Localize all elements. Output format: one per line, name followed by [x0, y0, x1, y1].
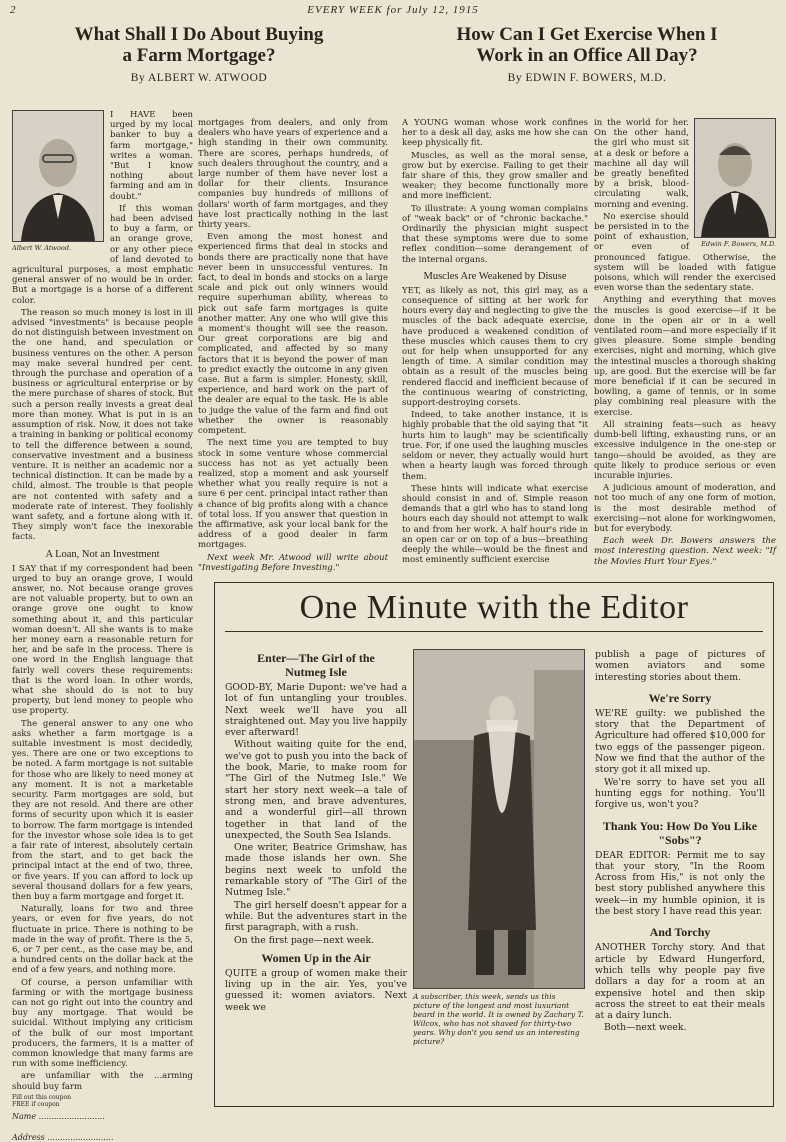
- left-col-2: [198, 118, 388, 575]
- editor-col3-head2: Thank You: How Do You Like "Sobs"?: [602, 818, 758, 847]
- left-col2-next-week: Next week Mr. Atwood will write about "Investigating Before Investing.": [198, 552, 388, 573]
- right-col2-p2: No exercise should be persisted in to the point of exhaustion, or even of pronounced fatigue. Otherwise, the system will be loaded with fatigue poisons, which will render the exercised even worse than the sedentary state.: [594, 211, 776, 294]
- left-col1-p8: are unfamiliar with the ...arming should buy farm: [12, 1071, 193, 1092]
- portrait-icon: [695, 119, 775, 237]
- bowers-photo: [694, 118, 776, 238]
- right-title-line1: How Can I Get Exercise When I: [456, 24, 718, 45]
- editor-col3-p5: ANOTHER Torchy story. And that article by Edward Hungerford, which tells why people pay five dollars a day for a room at an expensive hotel and then skip across the street to eat their meals at a dairy lunch.: [595, 942, 765, 1022]
- left-title-line2: a Farm Mortgage?: [122, 45, 276, 66]
- left-col2-p1: mortgages from dealers, and only from dealers who have years of experience and a high standing in their own community. There are scores, perhaps hundreds, of such dealers throughout the country, and a large number of them have never lost a dollar for their clients. Insurance companies buy hundreds of millions of dollars' worth of farm mortgages, and they have lost practically nothing in the last thirty years.: [198, 118, 388, 231]
- right-col1-p3: To illustrate: A young woman complains of "weak back" or of "chronic backache." Ordinarily the physician might suspect that these symptoms were due to some reflex condition—some derangement of the internal organs.: [402, 203, 588, 265]
- editor-photo-wrap: [413, 649, 585, 1046]
- bowers-photo-wrap: [694, 118, 776, 248]
- editor-col1-head3: Women Up in the Air: [261, 950, 371, 965]
- left-col1-p1: I HAVE been urged by my local banker to buy a farm mortgage," writes a woman. "But I know nothing about farming and am in doubt.": [110, 110, 193, 202]
- atwood-photo-caption: Albert W. Atwood.: [12, 244, 72, 252]
- editor-col1-p3: One writer, Beatrice Grimshaw, has made those islands her own. She begins next week to unfold the remarkable story of "The Girl of the Nutmeg Isle.": [225, 842, 407, 899]
- coupon-address-label: Address: [12, 1132, 45, 1142]
- atwood-photo: [12, 110, 104, 242]
- coupon-overlay-2: FREE if coupon: [12, 1100, 60, 1108]
- right-col1-p2: Muscles, as well as the moral sense, grow but by exercise. Failing to get their fair share of this, they grow smaller and weaker; they become functionally more and more inefficient.: [402, 150, 588, 202]
- editor-col1-p5: On the first page—next week.: [234, 934, 375, 946]
- editor-col1-p6: QUITE a group of women make their living up in the air. Yes, you've guessed it: women aviators. Next week we: [225, 967, 407, 1013]
- left-article-title: [10, 24, 388, 66]
- left-col1-p7: Of course, a person unfamiliar with farming or with the mortgage business can not go right out into the country and buy any mortgage. That would be suicidal. Without implying any criticism of the bulk of our most important producers, the farmers, it is a matter of common knowledge that many farms are run with some inefficiency.: [12, 977, 193, 1070]
- left-col1-subhead: A Loan, Not an Investment: [45, 548, 160, 560]
- right-title-line2: Work in an Office All Day?: [476, 45, 698, 66]
- editor-col3-p2: WE'RE guilty: we published the story that the Department of Agriculture had offered $10,000 for two eggs of the passenger pigeon. Now we find that the author of the story got it all mixed up.: [595, 707, 765, 776]
- coupon: [12, 1094, 193, 1142]
- left-col2-p3: The next time you are tempted to buy stock in some venture whose commercial success has not as yet actually been realized, stop a moment and ask yourself whether what you really require is not a sure 6 per cent. principal intact rather than a chance of big profits along with a chance of total loss. If you answer that question in the affirmative, ask your local bank for the address of a good dealer in farm mortgages.: [198, 438, 388, 551]
- right-col1-p6: These hints will indicate what exercise should consist in and of. Simple reason demands that a girl who has to stand long hours each day should not attempt to walk to and from her work. A half hour's ride in an open car or on top of a bus—breathing deeply the while—would be the finest and most eminently sufficient exercise: [402, 483, 588, 566]
- right-article-byline: By EDWIN F. BOWERS, M.D.: [507, 72, 667, 84]
- bearded-man-photo: [413, 649, 585, 989]
- editor-title: One Minute with the Editor: [299, 589, 689, 626]
- left-col1-p6: Naturally, loans for two and three years, or even for five years, do not fluctuate in price. There is nothing to be made in the way of profit. There is the 5, 6, or 7 per cent., as the case may be, and a hundred cents on the dollar back at the end of a few years, and nothing more.: [12, 904, 193, 976]
- left-col1-p2: If this woman had been advised to buy a farm, or an orange grove, or any other piece of land devoted to agricultural purposes, a most emphatic general answer of no would be in order. But a mortgage is a horse of a different color.: [12, 203, 193, 306]
- right-col2-p1: in the world for her. On the other hand, the girl who must sit at a desk or before a machine all day will be greatly benefited by a brisk, blood-circulating walk, morning and evening.: [594, 118, 689, 210]
- left-title-line1: What Shall I Do About Buying: [74, 24, 324, 45]
- right-col-2: [594, 118, 776, 569]
- editor-photo-caption: A subscriber, this week, sends us this picture of the longest and most luxuriant beard in the world. It is owned by Zachary T. Wilcox, who has not shaved for thirty-two years. Why don't you send us an interesting picture?: [413, 992, 584, 1046]
- editor-col3-head3: And Torchy: [649, 925, 711, 940]
- coupon-name-label: Name: [12, 1111, 37, 1121]
- right-col1-p5: Indeed, to take another instance, it is highly probable that the old saying that "it hurts him to laugh" may be scientifically true. For, if one used the laughing muscles seldom or never, they actually would hurt when a hearty laugh was forced through them.: [402, 410, 588, 482]
- right-col2-p5: A judicious amount of moderation, and not too much of any one form of motion, is the most desirable method of exercising—not alone for workingwomen, but for everybody.: [594, 483, 776, 534]
- editor-col-3: [595, 649, 765, 1035]
- editor-col1-head-line2: Nutmeg Isle: [285, 665, 347, 679]
- right-col1-p1: A YOUNG woman whose work confines her to a desk all day, asks me how she can keep physically fit.: [402, 118, 588, 149]
- left-article: [10, 24, 388, 88]
- left-col2-p2: Even among the most honest and experienced firms that deal in stocks and bonds there are practically none that have never been in unsuccessful ventures. In fact, to deal in bonds and stocks on a large scale and pick out only winners would require superhuman ability, whereas to pick out safe farm mortgages is quite another matter. Any one who will give this a moment's thought will see the reason. Our great corporations are big and complicated, and affected by so many factors that it is beyond the power of man to predict exactly the outcome in any given case. But a farm is simpler. Honesty, skill, experience, and hard work on the part of the dealer are equal to the task. He is able to judge the value of the farm and find out whether the owner is reasonably competent.: [198, 232, 388, 437]
- editor-col-1: [225, 649, 407, 1014]
- right-col1-p4: YET, as likely as not, this girl may, as a consequence of sitting at her work for hours every day and neglecting to give the muscles of the back adequate exercise, have produced a weakened condition of these muscles which causes them to cry out for help when unsupported for any length of time. A similar condition may obtain as a result of the muscles being rendered flaccid and inefficient because of the continuous wearing of constricting, support-destroying corsets.: [402, 285, 588, 409]
- bowers-photo-caption: Edwin F. Bowers, M.D.: [701, 240, 776, 248]
- editor-col3-head1: We're Sorry: [648, 690, 712, 705]
- atwood-photo-wrap: [12, 110, 104, 252]
- right-col2-p4: All straining feats—such as heavy dumb-bell lifting, exhausting runs, or an excessive indulgence in the one-step or tango—should be avoided, as they are quite likely to produce serious or even incurable injuries.: [594, 419, 776, 481]
- editor-col1-p4: The girl herself doesn't appear for a while. But the adventures start in the first paragraph, with a rush.: [225, 899, 407, 934]
- editor-col3-p1: publish a page of pictures of women aviators and some interesting stories about them.: [595, 649, 765, 683]
- right-article-title: [398, 24, 776, 66]
- left-col-1: [12, 110, 193, 1142]
- editor-col1-p2: Without waiting quite for the end, we've got to push you into the back of the book, Marie, to make room for "The Girl of the Nutmeg Isle." We start her story next week—a tale of strong men, and brave adventures, and a wonderful girl—all thrown together in that land of the unexpected, the South Sea Islands.: [225, 739, 407, 841]
- running-title: EVERY WEEK for July 12, 1915: [307, 4, 479, 16]
- coupon-name-row: Name ..........................: [12, 1111, 105, 1121]
- left-article-byline: By ALBERT W. ATWOOD: [130, 72, 268, 84]
- bearded-man-icon: [414, 650, 584, 988]
- coupon-overlay-1: Fill out this coupon: [12, 1093, 71, 1101]
- editor-box: [214, 582, 774, 1107]
- right-article: [398, 24, 776, 88]
- right-col2-p3: Anything and everything that moves the muscles is good exercise—if it be done in the open air or in a well ventilated room—and more especially if it gives pleasure. Some simple bending exercises, night and morning, which give the intestinal muscles a thorough shaking up, are good. But the exercise will be far more beneficial if it can be secured in bowling, a game of tennis, or in some play combining real pleasure with the exercise.: [594, 295, 776, 418]
- coupon-address-row: Address ..........................: [12, 1132, 114, 1142]
- editor-col1-p1: GOOD-BY, Marie Dupont: we've had a lot of fun untangling your troubles. Next week we'll have you all straightened out. May you live happily ever afterward!: [225, 682, 407, 739]
- left-col1-p5: The general answer to any one who asks whether a farm mortgage is a suitable investment is most decidedly, yes. There are one or two exceptions to be noted. A farm mortgage is not suitable for those who are likely to need money at any moment. It is not a marketable security. Farm mortgages are sold, but they are not resold. And there are other forms of security upon which it is easier to borrow. The farm mortgage is intended for the investor whose sole idea is to get a fair rate of interest, absolutely certain from the start, and to get back the principal intact at the end of two, three, or five years. If you can afford to lock up several thousand dollars for a few years, then buy a farm mortgage and forget it.: [12, 718, 193, 903]
- editor-col1-head: [225, 651, 407, 679]
- portrait-icon: [13, 111, 103, 241]
- left-col1-p3: The reason so much money is lost in ill advised "investments" is because people do not distinguish between investment on the one hand, and speculation or business ventures on the other. A person may make several hundred per cent. through the purchase and operation of a business or agricultural enterprise or by the mere purchase of shares of stock. But such a person really invests a great deal more than money. What is put in is an assumption of risk. Now, it does not take a training in banking or political economy to tell the difference between a sound, conservative investment and a business venture. It is neither an academic nor a technical distinction. It can be made by a child, almost. The trouble is that people are not contented with safety and a moderate rate of interest. They foolishly want safety, and a fortune along with it. They simply won't face the inexorable facts.: [12, 307, 193, 543]
- right-col1-subhead: Muscles Are Weakened by Disuse: [423, 270, 567, 282]
- left-col1-p4: I SAY that if my correspondent had been urged to buy an orange grove, I would answer, no. Not because orange groves are not valuable property, but to own an orange grove one ought to know something about it, and this particular woman doesn't. All she wants is to make her money earn a reasonable return for her, and be safe in the process. There is one word in the English language that fairly well covers these requirements: that is the word loan. In other words, what she should do is not to buy property, but lend money to people who use property.: [12, 563, 193, 717]
- editor-col1-head-line1: Enter—The Girl of the: [257, 651, 375, 665]
- right-col-1: [402, 118, 588, 567]
- editor-title-rule: [225, 631, 763, 632]
- page-number: 2: [10, 4, 17, 16]
- editor-col3-p3: We're sorry to have set you all hunting eggs for nothing. You'll forgive us, won't you?: [595, 776, 765, 811]
- editor-col3-p6: Both—next week.: [604, 1022, 687, 1034]
- editor-col3-p4: DEAR EDITOR: Permit me to say that your story, "In the Room Across from His," is not only the best story published anywhere this week—in my humble opinion, it is the best story I have read this year.: [595, 849, 765, 918]
- right-col2-next-week: Each week Dr. Bowers answers the most interesting question. Next week: "If the Movies Hurt Your Eyes.": [594, 536, 776, 567]
